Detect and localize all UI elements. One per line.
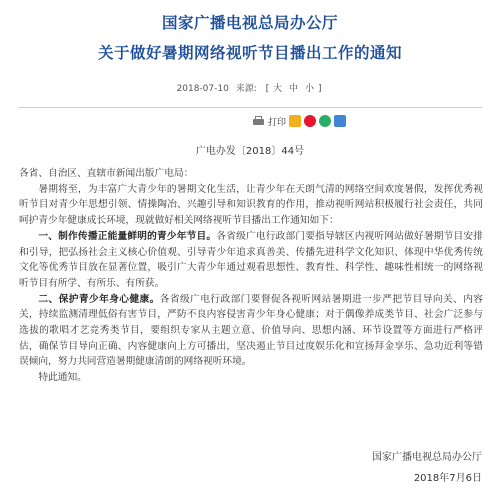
document-body xyxy=(19,166,483,386)
bracket-close: ] xyxy=(317,84,322,94)
document-number: 广电办发〔2018〕44号 xyxy=(195,146,305,157)
article-meta xyxy=(0,83,500,95)
section1-heading: 一、制作传播正能量鲜明的青少年节目。 xyxy=(38,230,217,242)
recipients: 各省、自治区、直辖市新闻出版广电局： xyxy=(19,168,194,179)
bracket-open: [ xyxy=(265,84,270,94)
font-size-control xyxy=(264,84,324,94)
signature-org: 国家广播电视总局办公厅 xyxy=(372,452,482,463)
printer-icon[interactable] xyxy=(252,115,265,127)
section2-body: 各省级广电行政部门要督促各视听网站暑期进一步严把节目导向关、内容关，持续监测清理低俗有害节目，严防不良内容侵害青少年身心健康；对于偶像养成类节目、社会广泛参与选拔的歌唱才艺竞秀类节目，要组织专家从主题立意、价值导向、思想内涵、环节设置等方面进行严格评估，确保节目导向正确、内容健康向上方可播出，坚决遏止节目过度娱乐化和宣扬拜金享乐、急功近利等错误倾向，努力共同营造暑期健康清朗的网络视听环境。 xyxy=(19,293,483,368)
weibo-share-icon[interactable] xyxy=(304,115,316,127)
source-label: 来源: xyxy=(235,84,257,94)
header-divider xyxy=(18,107,482,108)
page-title-line2: 关于做好暑期网络视听节目播出工作的通知 xyxy=(97,44,402,62)
print-button[interactable]: 打印 xyxy=(268,117,287,128)
article-toolbar xyxy=(252,113,346,129)
closing-line: 特此通知。 xyxy=(38,372,87,384)
section1-paragraph xyxy=(19,229,483,292)
font-size-large-link[interactable]: 大 xyxy=(273,84,283,94)
more-share-icon[interactable] xyxy=(334,115,346,127)
section1-body: 各省级广电行政部门要指导辖区内视听网站做好暑期节目安排和引导，把弘扬社会主义核心价值观、引导青少年追求真善美、传播先进科学文化知识、体现中华优秀传统文化等优秀节目放在显著位置，吸引广大青少年通过观看思想性、教育性、科学性、趣味性相统一的网络视听节目有所学、有所乐、有所获。 xyxy=(19,230,483,289)
signature-date: 2018年7月6日 xyxy=(413,473,482,484)
section2-paragraph xyxy=(19,292,483,371)
font-size-small-link[interactable]: 小 xyxy=(304,84,314,94)
wechat-share-icon[interactable] xyxy=(319,115,331,127)
publish-date: 2018-07-10 xyxy=(176,84,229,94)
section2-heading: 二、保护青少年身心健康。 xyxy=(38,293,160,305)
qzone-share-icon[interactable] xyxy=(289,115,301,127)
intro-paragraph: 暑期将至，为丰富广大青少年的暑期文化生活，让青少年在天朗气清的网络空间欢度暑假，发挥优秀视听节目对青少年思想引领、情操陶冶、兴趣引导和知识教育的作用，推动视听网站积极履行社会责任，共同呵护青少年健康成长环境，现就做好相关网络视听节目播出工作通知如下： xyxy=(19,183,483,227)
page-title-line1: 国家广播电视总局办公厅 xyxy=(161,14,338,32)
font-size-medium-link[interactable]: 中 xyxy=(289,84,299,94)
